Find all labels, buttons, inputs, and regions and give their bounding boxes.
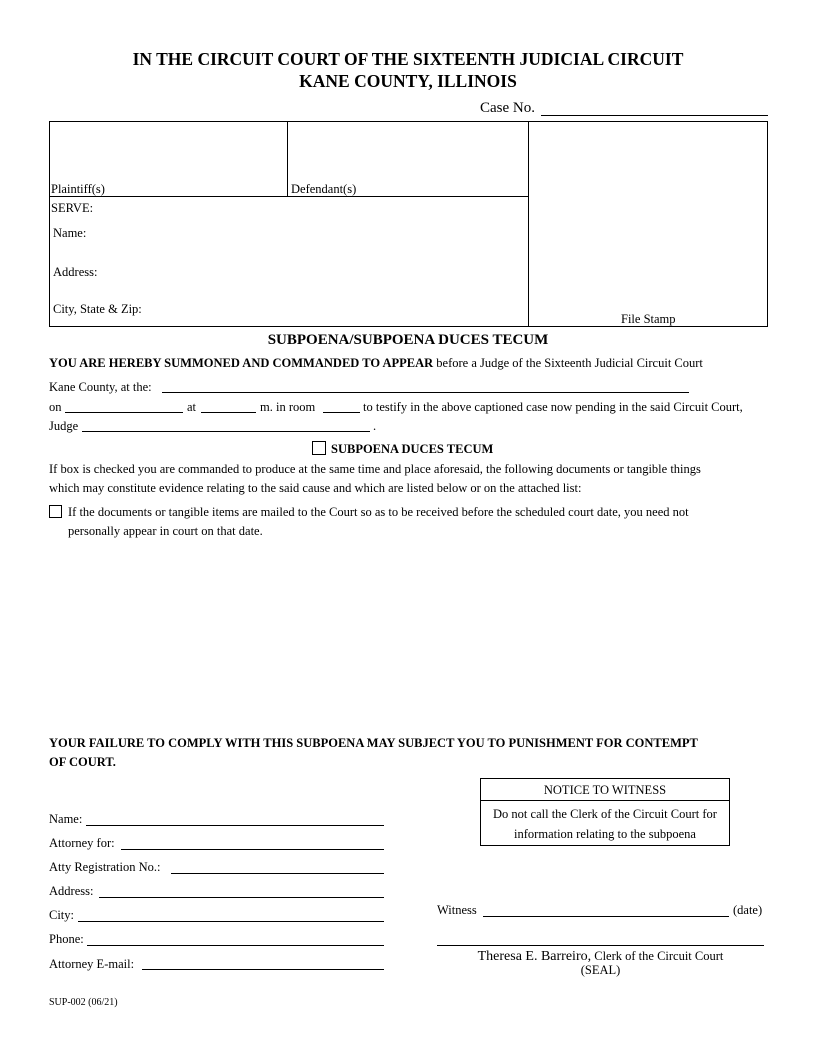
clerk-title: Clerk of the Circuit Court (591, 949, 724, 963)
plaintiff-label: Plaintiff(s) (51, 182, 105, 196)
command-line (49, 356, 703, 371)
notice-divider (480, 800, 730, 801)
judge-period: . (373, 419, 377, 433)
duces-tecum-checkbox[interactable] (312, 441, 326, 455)
command-bold-text: YOU ARE HEREBY SUMMONED AND COMMANDED TO APPEAR (49, 356, 434, 370)
attorney-address-label: Address: (49, 884, 94, 898)
subpoena-title: SUBPOENA/SUBPOENA DUCES TECUM (267, 332, 549, 348)
warning-line1: YOUR FAILURE TO COMPLY WITH THIS SUBPOENA MAY SUBJECT YOU TO PUNISHMENT FOR CONTEMPT (49, 736, 698, 750)
notice-line1: Do not call the Clerk of the Circuit Court for (493, 807, 717, 821)
caption-divider (287, 121, 288, 197)
testify-text: to testify in the above captioned case now pending in the said Circuit Court, (363, 400, 743, 414)
attorney-phone-field[interactable] (87, 945, 384, 946)
attorney-for-field[interactable] (121, 849, 384, 850)
witness-label: Witness (437, 903, 477, 917)
registration-label: Atty Registration No.: (49, 860, 161, 874)
attorney-address-field[interactable] (99, 897, 384, 898)
serve-address-label: Address: (53, 265, 98, 279)
mail-option-text-line1: If the documents or tangible items are mailed to the Court so as to be received before the scheduled court date, you need not (68, 505, 689, 519)
judge-label: Judge (49, 419, 79, 433)
defendant-label: Defendant(s) (291, 182, 357, 196)
duces-tecum-text-line2: which may constitute evidence relating to the said cause and which are listed below or on the attached list: (49, 481, 582, 495)
case-no-field[interactable] (541, 115, 768, 116)
notice-line2: information relating to the subpoena (514, 827, 696, 841)
attorney-city-label: City: (49, 908, 75, 922)
file-stamp-divider (528, 121, 529, 327)
attorney-phone-label: Phone: (49, 932, 84, 946)
witness-date-label: (date) (733, 903, 763, 917)
time-field[interactable] (201, 412, 256, 413)
warning-line2: OF COURT. (49, 755, 116, 769)
form-number: SUP-002 (06/21) (49, 997, 118, 1008)
duces-tecum-label: SUBPOENA DUCES TECUM (331, 442, 494, 456)
on-label: on (49, 400, 62, 414)
attorney-email-label: Attorney E-mail: (49, 957, 135, 971)
location-field[interactable] (162, 392, 689, 393)
attorney-name-label: Name: (49, 812, 83, 826)
court-name-line1: IN THE CIRCUIT COURT OF THE SIXTEENTH JUDICIAL CIRCUIT (132, 49, 684, 69)
attorney-name-field[interactable] (86, 825, 384, 826)
registration-field[interactable] (171, 873, 384, 874)
serve-label: SERVE: (51, 201, 94, 215)
room-label: m. in room (260, 400, 316, 414)
attorney-email-field[interactable] (142, 969, 384, 970)
mail-option-text-line2: personally appear in court on that date. (68, 524, 263, 538)
seal-label: (SEAL) (580, 963, 621, 977)
at-label: at (187, 400, 197, 414)
kane-county-label: Kane County, at the: (49, 380, 152, 394)
case-no-label: Case No. (480, 100, 535, 116)
clerk-name: Theresa E. Barreiro, (477, 949, 592, 964)
judge-field[interactable] (82, 431, 370, 432)
witness-date-field[interactable] (483, 916, 729, 917)
mail-option-checkbox[interactable] (49, 505, 62, 518)
duces-tecum-text-line1: If box is checked you are commanded to produce at the same time and place aforesaid, the following documents or tangible things (49, 462, 701, 476)
serve-name-label: Name: (53, 226, 87, 240)
clerk-signature-line[interactable] (437, 945, 764, 946)
attorney-city-field[interactable] (78, 921, 384, 922)
serve-divider (49, 196, 529, 197)
court-name-line2: KANE COUNTY, ILLINOIS (299, 71, 517, 91)
serve-city-label: City, State & Zip: (53, 302, 142, 316)
command-rest-text: before a Judge of the Sixteenth Judicial Circuit Court (433, 356, 703, 370)
notice-title: NOTICE TO WITNESS (543, 783, 667, 797)
caption-box (49, 121, 768, 327)
room-field[interactable] (323, 412, 360, 413)
file-stamp-label: File Stamp (621, 312, 676, 326)
date-field[interactable] (65, 412, 183, 413)
attorney-for-label: Attorney for: (49, 836, 115, 850)
